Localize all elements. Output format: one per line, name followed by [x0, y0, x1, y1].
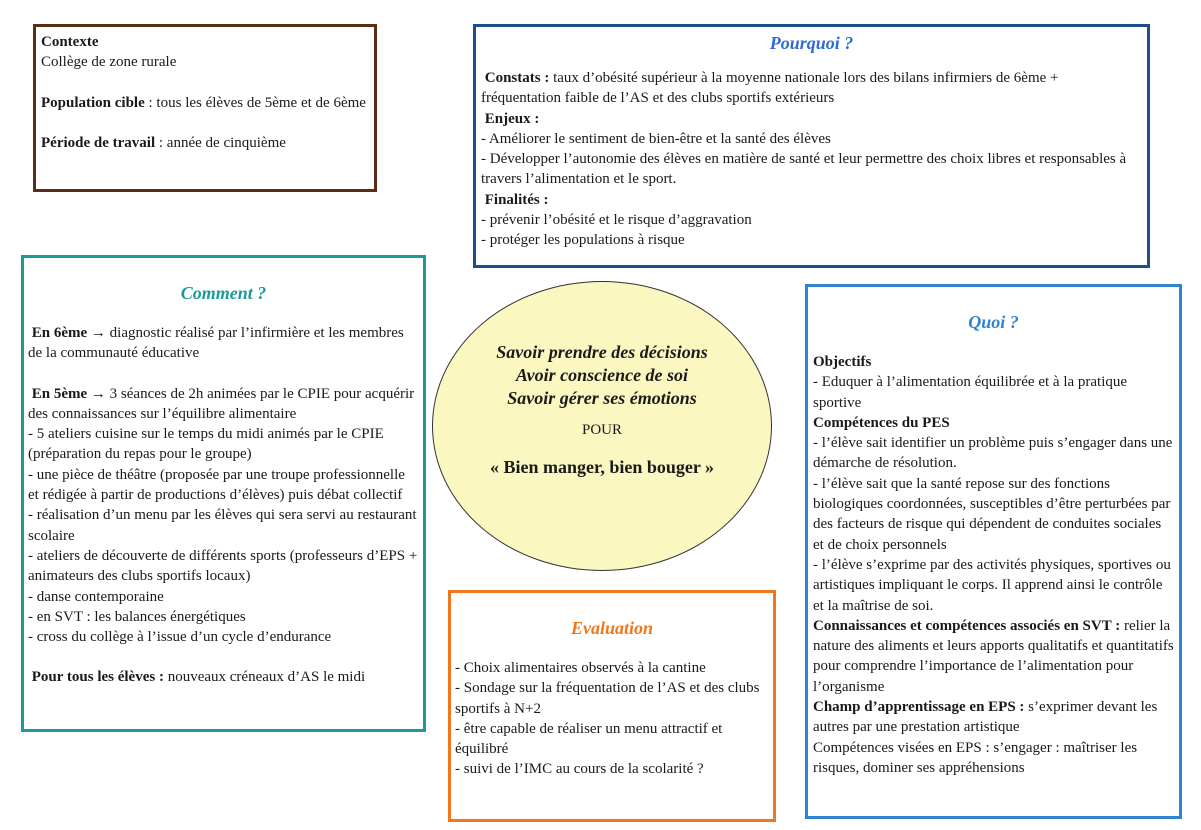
- population-label: Population cible: [41, 94, 145, 111]
- comment-item: - cross du collège à l’issue d’un cycle d’endurance: [28, 629, 332, 646]
- constats: [481, 68, 1142, 109]
- comment-5eme: [28, 384, 419, 425]
- evaluation-item: - être capable de réaliser un menu attractif et équilibré: [455, 720, 723, 758]
- svt: [813, 616, 1174, 697]
- comment-box: [21, 255, 426, 732]
- pour-label: POUR: [581, 422, 622, 438]
- tous-text: nouveaux créneaux d’AS le midi: [163, 669, 366, 686]
- motto: « Bien manger, bien bouger »: [489, 457, 715, 478]
- comment-6eme: [28, 323, 419, 364]
- population-cible: [41, 93, 369, 113]
- arrow-icon: →: [90, 325, 106, 341]
- pes-label: Compétences du PES: [813, 414, 950, 431]
- periode-text: : année de cinquième: [155, 134, 286, 151]
- goal-item: Savoir prendre des décisions: [496, 342, 708, 362]
- evaluation-item: - suivi de l’IMC au cours de la scolarité ?: [455, 761, 704, 778]
- arrow-icon: →: [90, 385, 106, 402]
- eps-text: s’exprimer devant les autres par une prestation artistique: [813, 699, 1158, 736]
- pes-item: - l’élève sait identifier un problème puis s’engager dans une démarche de résolution.: [813, 435, 1173, 472]
- pes-item: - l’élève sait que la santé repose sur des fonctions biologiques coordonnées, susceptibles d’être perturbées par des facteurs de risque qui dépendent de conduites sociales et de choix personnels: [813, 475, 1171, 553]
- periode-travail: [41, 133, 369, 153]
- evaluation-item: - Sondage sur la fréquentation de l’AS et des clubs sportifs à N+2: [455, 680, 760, 717]
- contexte-value: Collège de zone rurale: [41, 54, 177, 71]
- goals: [433, 341, 771, 410]
- cinquieme-text: 3 séances de 2h animées par le CPIE pour acquérir des connaissances sur l’équilibre alimentaire: [28, 385, 415, 422]
- comment-item: - ateliers de découverte de différents sports (professeurs d’EPS + animateurs des clubs sportifs locaux): [28, 547, 418, 585]
- tous-label: Pour tous les élèves :: [31, 669, 164, 686]
- cinquieme-label: En 5ème: [31, 385, 88, 402]
- svt-text: relier la nature des aliments et leurs apports qualitatifs et quantitatifs pour comprendre l’importance de l’alimentation pour l’organisme: [813, 617, 1174, 695]
- finalites-item: - protéger les populations à risque: [481, 232, 685, 249]
- enjeux-item: - Améliorer le sentiment de bien-être et la santé des élèves: [481, 130, 831, 147]
- evaluation-item: - Choix alimentaires observés à la cantine: [455, 660, 706, 676]
- pes-item: - l’élève s’exprime par des activités physiques, sportives ou artistiques impliquant le corps. Il apprend ainsi le contrôle et la maîtrise de soi.: [813, 556, 1171, 614]
- evaluation-box: [448, 590, 776, 822]
- objectifs-text: - Eduquer à l’alimentation équilibrée et à la pratique sportive: [813, 374, 1128, 411]
- objectifs-label: Objectifs: [813, 354, 872, 370]
- pourquoi-box: [473, 24, 1150, 268]
- periode-label: Période de travail: [41, 134, 156, 151]
- constats-text: taux d’obésité supérieur à la moyenne nationale lors des bilans infirmiers de 6ème + fréquentation faible de l’AS et des clubs sportifs extérieurs: [481, 70, 1059, 107]
- finalites-item: - prévenir l’obésité et le risque d’aggravation: [481, 212, 752, 229]
- sixieme-label: En 6ème: [31, 325, 88, 341]
- svt-label: Connaissances et compétences associés en SVT :: [813, 617, 1121, 634]
- quoi-title: Quoi ?: [968, 312, 1019, 332]
- comment-title: Comment ?: [180, 283, 267, 303]
- comment-item: - 5 ateliers cuisine sur le temps du midi animés par le CPIE (préparation du repas pour le groupe): [28, 426, 384, 463]
- contexte-title: Contexte: [41, 34, 99, 50]
- evaluation-title: Evaluation: [570, 618, 654, 638]
- eps-label: Champ d’apprentissage en EPS :: [813, 699, 1025, 716]
- enjeux-label: Enjeux :: [484, 110, 540, 127]
- sixieme-text: diagnostic réalisé par l’infirmière et les membres de la communauté éducative: [28, 325, 404, 362]
- eps: [813, 697, 1174, 738]
- comment-item: - en SVT : les balances énergétiques: [28, 608, 246, 625]
- comment-item: - réalisation d’un menu par les élèves qui sera servi au restaurant scolaire: [28, 507, 417, 544]
- goal-item: Avoir conscience de soi: [515, 365, 689, 385]
- quoi-box: [805, 284, 1182, 819]
- constats-label: Constats :: [484, 70, 550, 86]
- central-ellipse: [432, 281, 772, 571]
- comment-item: - danse contemporaine: [28, 588, 164, 605]
- finalites-label: Finalités :: [484, 191, 549, 208]
- enjeux-item: - Développer l’autonomie des élèves en matière de santé et leur permettre des choix libres et responsables à travers l’alimentation et le sport.: [481, 151, 1127, 188]
- comment-item: - une pièce de théâtre (proposée par une troupe professionnelle et rédigée à partir de productions d’élèves) puis débat collectif: [28, 466, 405, 504]
- pourquoi-title: Pourquoi ?: [769, 33, 854, 53]
- goal-item: Savoir gérer ses émotions: [507, 388, 697, 408]
- comment-tous: [28, 667, 419, 687]
- contexte-box: [33, 24, 377, 192]
- population-text: : tous les élèves de 5ème et de 6ème: [144, 94, 366, 111]
- eps-competences: Compétences visées en EPS : s’engager : maîtriser les risques, dominer ses appréhensions: [813, 739, 1138, 776]
